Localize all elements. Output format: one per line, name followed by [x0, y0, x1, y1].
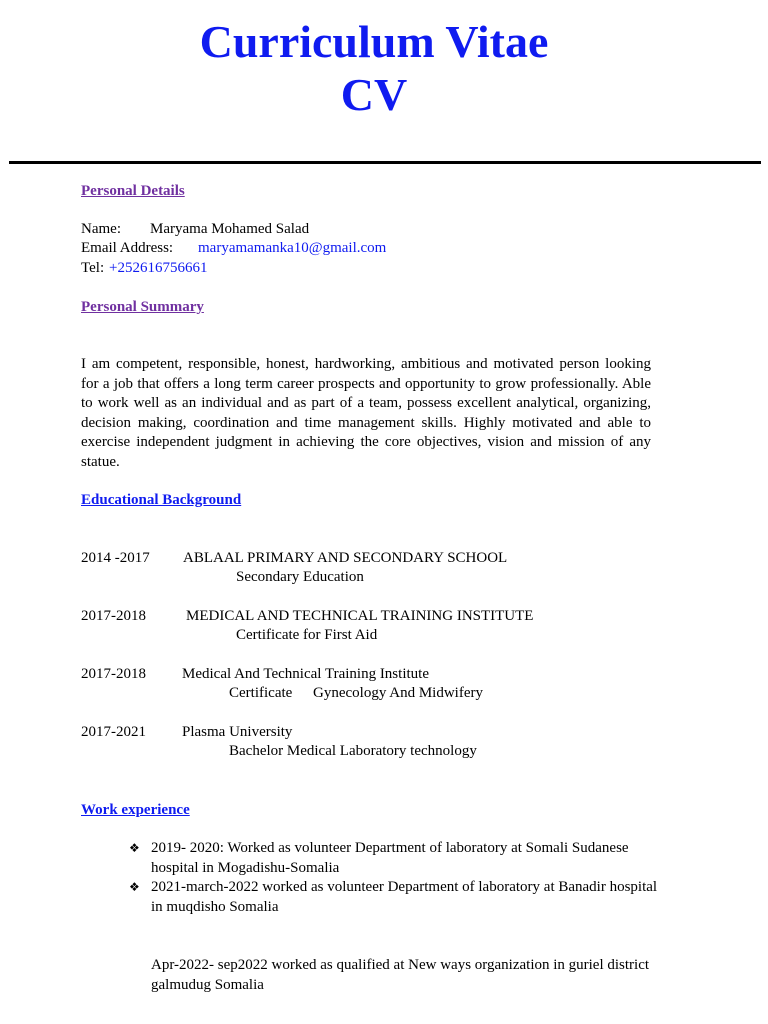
education-years: 2014 -2017	[81, 550, 150, 566]
name-value: Maryama Mohamed Salad	[150, 221, 310, 237]
education-institution: Plasma University	[182, 724, 293, 740]
personal-summary-heading: Personal Summary	[81, 299, 204, 315]
tel-link[interactable]: +252616756661	[109, 260, 208, 276]
diamond-bullet-icon: ❖	[129, 841, 140, 855]
document-subtitle: CV	[340, 69, 408, 120]
education-institution: ABLAAL PRIMARY AND SECONDARY SCHOOL	[183, 550, 508, 566]
work-experience-text: 2019- 2020: Worked as volunteer Department of laboratory at Somali Sudanese hospital in Mogadishu-Somalia	[151, 840, 629, 876]
education-qualification-detail: Gynecology And Midwifery	[313, 685, 483, 701]
personal-details-heading: Personal Details	[81, 183, 185, 199]
education-years: 2017-2018	[81, 666, 146, 682]
tel-label: Tel:	[81, 260, 105, 276]
work-experience-extra: Apr-2022- sep2022 worked as qualified at New ways organization in guriel district galmudug Somalia	[151, 957, 650, 993]
email-label: Email Address:	[81, 240, 174, 256]
education-qualification: Bachelor Medical Laboratory technology	[229, 743, 477, 759]
education-qualification: Certificate	[229, 685, 293, 701]
education-years: 2017-2018	[81, 608, 146, 624]
name-label: Name:	[81, 221, 121, 237]
header-divider	[9, 161, 761, 164]
education-heading: Educational Background	[81, 492, 242, 508]
personal-summary-text: I am competent, responsible, honest, hardworking, ambitious and motivated person looking for a job that offers a long term career prospects and opportunity to grow professionally. Able to work well as an individual and as part of a team, possess excellent analytical, organizing, decision making, coordination and time management skills. Highly motivated and able to exercise independent judgment in achieving the core objectives, vision and mission of any statue.	[81, 356, 651, 470]
education-institution: MEDICAL AND TECHNICAL TRAINING INSTITUTE	[186, 608, 534, 624]
email-link[interactable]: maryamamanka10@gmail.com	[198, 240, 387, 256]
document-title: Curriculum Vitae	[199, 16, 549, 67]
work-experience-heading: Work experience	[81, 802, 190, 818]
education-qualification: Secondary Education	[236, 569, 364, 585]
diamond-bullet-icon: ❖	[129, 880, 140, 894]
education-qualification: Certificate for First Aid	[236, 627, 378, 643]
education-institution: Medical And Technical Training Institute	[182, 666, 429, 682]
education-years: 2017-2021	[81, 724, 146, 740]
work-experience-text: 2021-march-2022 worked as volunteer Department of laboratory at Banadir hospital in muqdisho Somalia	[151, 879, 658, 915]
